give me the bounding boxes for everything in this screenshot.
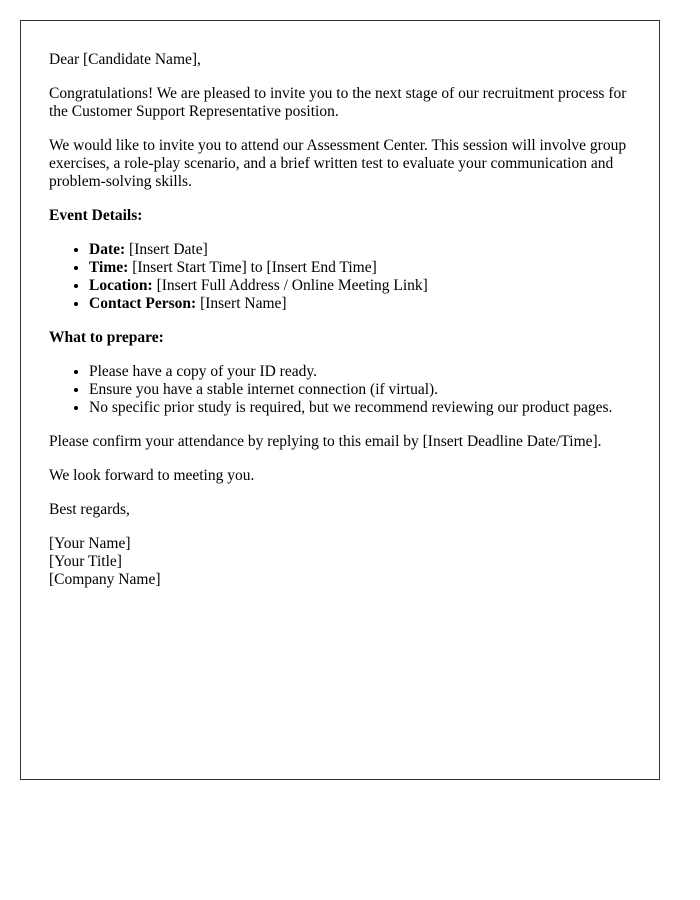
event-detail-label: Location: — [89, 277, 153, 294]
prepare-list — [49, 363, 631, 417]
event-detail-contact — [89, 295, 631, 313]
event-detail-location — [89, 277, 631, 295]
event-detail-date — [89, 241, 631, 259]
event-detail-value: [Insert Date] — [125, 241, 208, 258]
signature-title: [Your Title] — [49, 553, 122, 570]
signature-name: [Your Name] — [49, 535, 131, 552]
confirm-paragraph: Please confirm your attendance by replying to this email by [Insert Deadline Date/Time]. — [49, 433, 602, 450]
event-detail-value: [Insert Full Address / Online Meeting Link] — [152, 277, 428, 294]
event-detail-label: Date: — [89, 241, 126, 258]
prepare-heading: What to prepare: — [49, 329, 164, 346]
event-detail-time — [89, 259, 631, 277]
closing-line: We look forward to meeting you. — [49, 467, 255, 484]
letter-page — [20, 20, 660, 780]
prepare-item: • Ensure you have a stable internet connection (if virtual). — [89, 381, 631, 399]
prepare-item: • Please have a copy of your ID ready. — [89, 363, 631, 381]
intro-paragraph: Congratulations! We are pleased to invite you to the next stage of our recruitment process for the Customer Support Representative position. — [49, 85, 627, 120]
sign-off: Best regards, — [49, 501, 130, 518]
signature-block — [49, 535, 631, 589]
greeting: Dear [Candidate Name], — [49, 51, 201, 68]
event-detail-value: [Insert Start Time] to [Insert End Time] — [128, 259, 377, 276]
prepare-item: • No specific prior study is required, but we recommend reviewing our product pages. — [89, 399, 631, 417]
event-details-heading: Event Details: — [49, 207, 143, 224]
signature-company: [Company Name] — [49, 571, 161, 588]
event-detail-value: [Insert Name] — [196, 295, 287, 312]
event-details-list — [49, 241, 631, 313]
invitation-paragraph: We would like to invite you to attend our Assessment Center. This session will involve group exercises, a role-play scenario, and a brief written test to evaluate your communication and problem-solving skills. — [49, 137, 627, 190]
event-detail-label: Time: — [89, 259, 129, 276]
event-detail-label: Contact Person: — [89, 295, 197, 312]
